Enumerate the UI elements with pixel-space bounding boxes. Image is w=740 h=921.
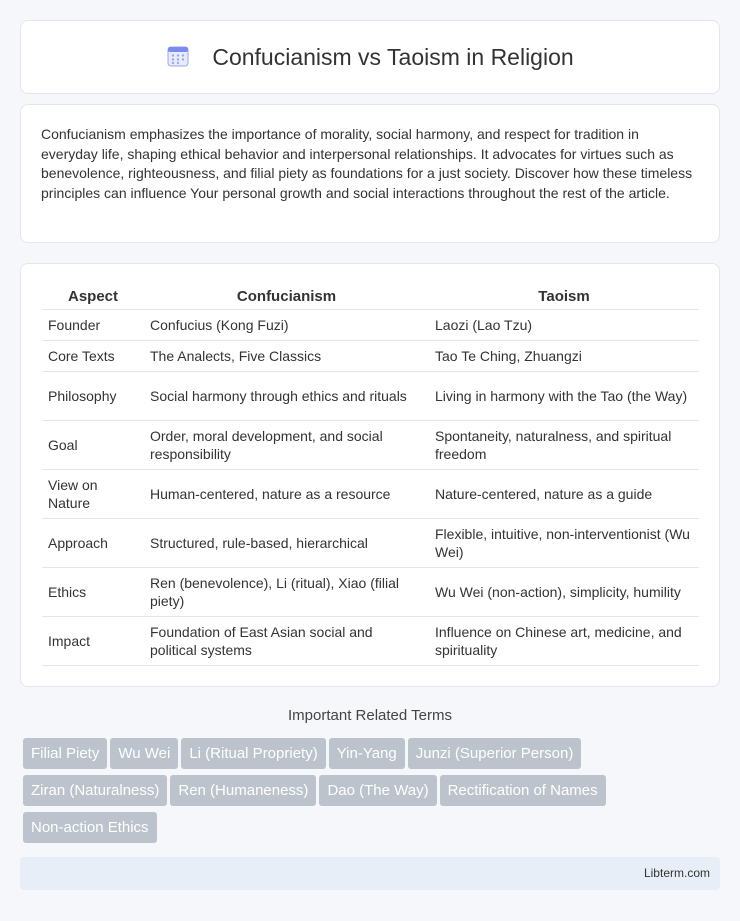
table-cell-aspect: Impact xyxy=(42,616,144,665)
table-row xyxy=(42,371,699,420)
term-tag[interactable]: Rectification of Names xyxy=(440,775,606,806)
calendar-icon xyxy=(166,44,190,68)
related-terms-list xyxy=(23,738,723,849)
term-tag[interactable]: Junzi (Superior Person) xyxy=(408,738,582,769)
term-tag[interactable]: Ziran (Naturalness) xyxy=(23,775,167,806)
table-row xyxy=(42,340,699,371)
table-row xyxy=(42,309,699,340)
header-card xyxy=(20,20,720,94)
table-cell-confucianism: Social harmony through ethics and rituals xyxy=(144,371,429,420)
column-header-confucianism: Confucianism xyxy=(144,285,429,309)
table-cell-aspect: Ethics xyxy=(42,567,144,616)
table-row xyxy=(42,420,699,469)
term-tag[interactable]: Ren (Humaneness) xyxy=(170,775,316,806)
table-cell-aspect: Core Texts xyxy=(42,340,144,371)
table-cell-aspect: Goal xyxy=(42,420,144,469)
term-tag[interactable]: Wu Wei xyxy=(110,738,178,769)
table-cell-taoism: Spontaneity, naturalness, and spiritual freedom xyxy=(429,420,699,469)
table-cell-confucianism: The Analects, Five Classics xyxy=(144,340,429,371)
term-tag[interactable]: Dao (The Way) xyxy=(319,775,436,806)
table-cell-aspect: View on Nature xyxy=(42,469,144,518)
table-header-row xyxy=(42,285,699,309)
table-cell-confucianism: Foundation of East Asian social and political systems xyxy=(144,616,429,665)
table-cell-confucianism: Confucius (Kong Fuzi) xyxy=(144,309,429,340)
table-cell-taoism: Wu Wei (non-action), simplicity, humility xyxy=(429,567,699,616)
term-tag[interactable]: Non-action Ethics xyxy=(23,812,157,843)
table-cell-aspect: Founder xyxy=(42,309,144,340)
column-header-taoism: Taoism xyxy=(429,285,699,309)
footer-site-link[interactable]: Libterm.com xyxy=(643,866,710,880)
table-row xyxy=(42,518,699,567)
table-cell-confucianism: Human-centered, nature as a resource xyxy=(144,469,429,518)
table-cell-confucianism: Structured, rule-based, hierarchical xyxy=(144,518,429,567)
page-title: Confucianism vs Taoism in Religion xyxy=(212,43,574,70)
table-cell-taoism: Nature-centered, nature as a guide xyxy=(429,469,699,518)
related-terms-title: Important Related Terms xyxy=(288,707,452,724)
table-row xyxy=(42,616,699,665)
table-cell-taoism: Influence on Chinese art, medicine, and spirituality xyxy=(429,616,699,665)
table-cell-confucianism: Order, moral development, and social responsibility xyxy=(144,420,429,469)
table-row xyxy=(42,567,699,616)
comparison-card xyxy=(20,263,720,687)
table-cell-taoism: Tao Te Ching, Zhuangzi xyxy=(429,340,699,371)
term-tag[interactable]: Filial Piety xyxy=(23,738,107,769)
table-cell-taoism: Flexible, intuitive, non-interventionist (Wu Wei) xyxy=(429,518,699,567)
column-header-aspect: Aspect xyxy=(42,285,144,309)
table-cell-taoism: Living in harmony with the Tao (the Way) xyxy=(429,371,699,420)
table-cell-aspect: Approach xyxy=(42,518,144,567)
table-cell-confucianism: Ren (benevolence), Li (ritual), Xiao (filial piety) xyxy=(144,567,429,616)
intro-card xyxy=(20,104,720,243)
term-tag[interactable]: Yin-Yang xyxy=(329,738,405,769)
footer xyxy=(20,857,720,890)
intro-text: Confucianism emphasizes the importance of morality, social harmony, and respect for tradition in everyday life, shaping ethical behavior and interpersonal relationships. It advocates for virtues such as benevolence, righteousness, and filial piety as foundations for a just society. Discover how these timeless principles can influence Your personal growth and social interactions throughout the rest of the article. xyxy=(41,126,693,201)
table-cell-aspect: Philosophy xyxy=(42,371,144,420)
term-tag[interactable]: Li (Ritual Propriety) xyxy=(181,738,325,769)
table-row xyxy=(42,469,699,518)
comparison-table xyxy=(42,285,699,666)
table-cell-taoism: Laozi (Lao Tzu) xyxy=(429,309,699,340)
